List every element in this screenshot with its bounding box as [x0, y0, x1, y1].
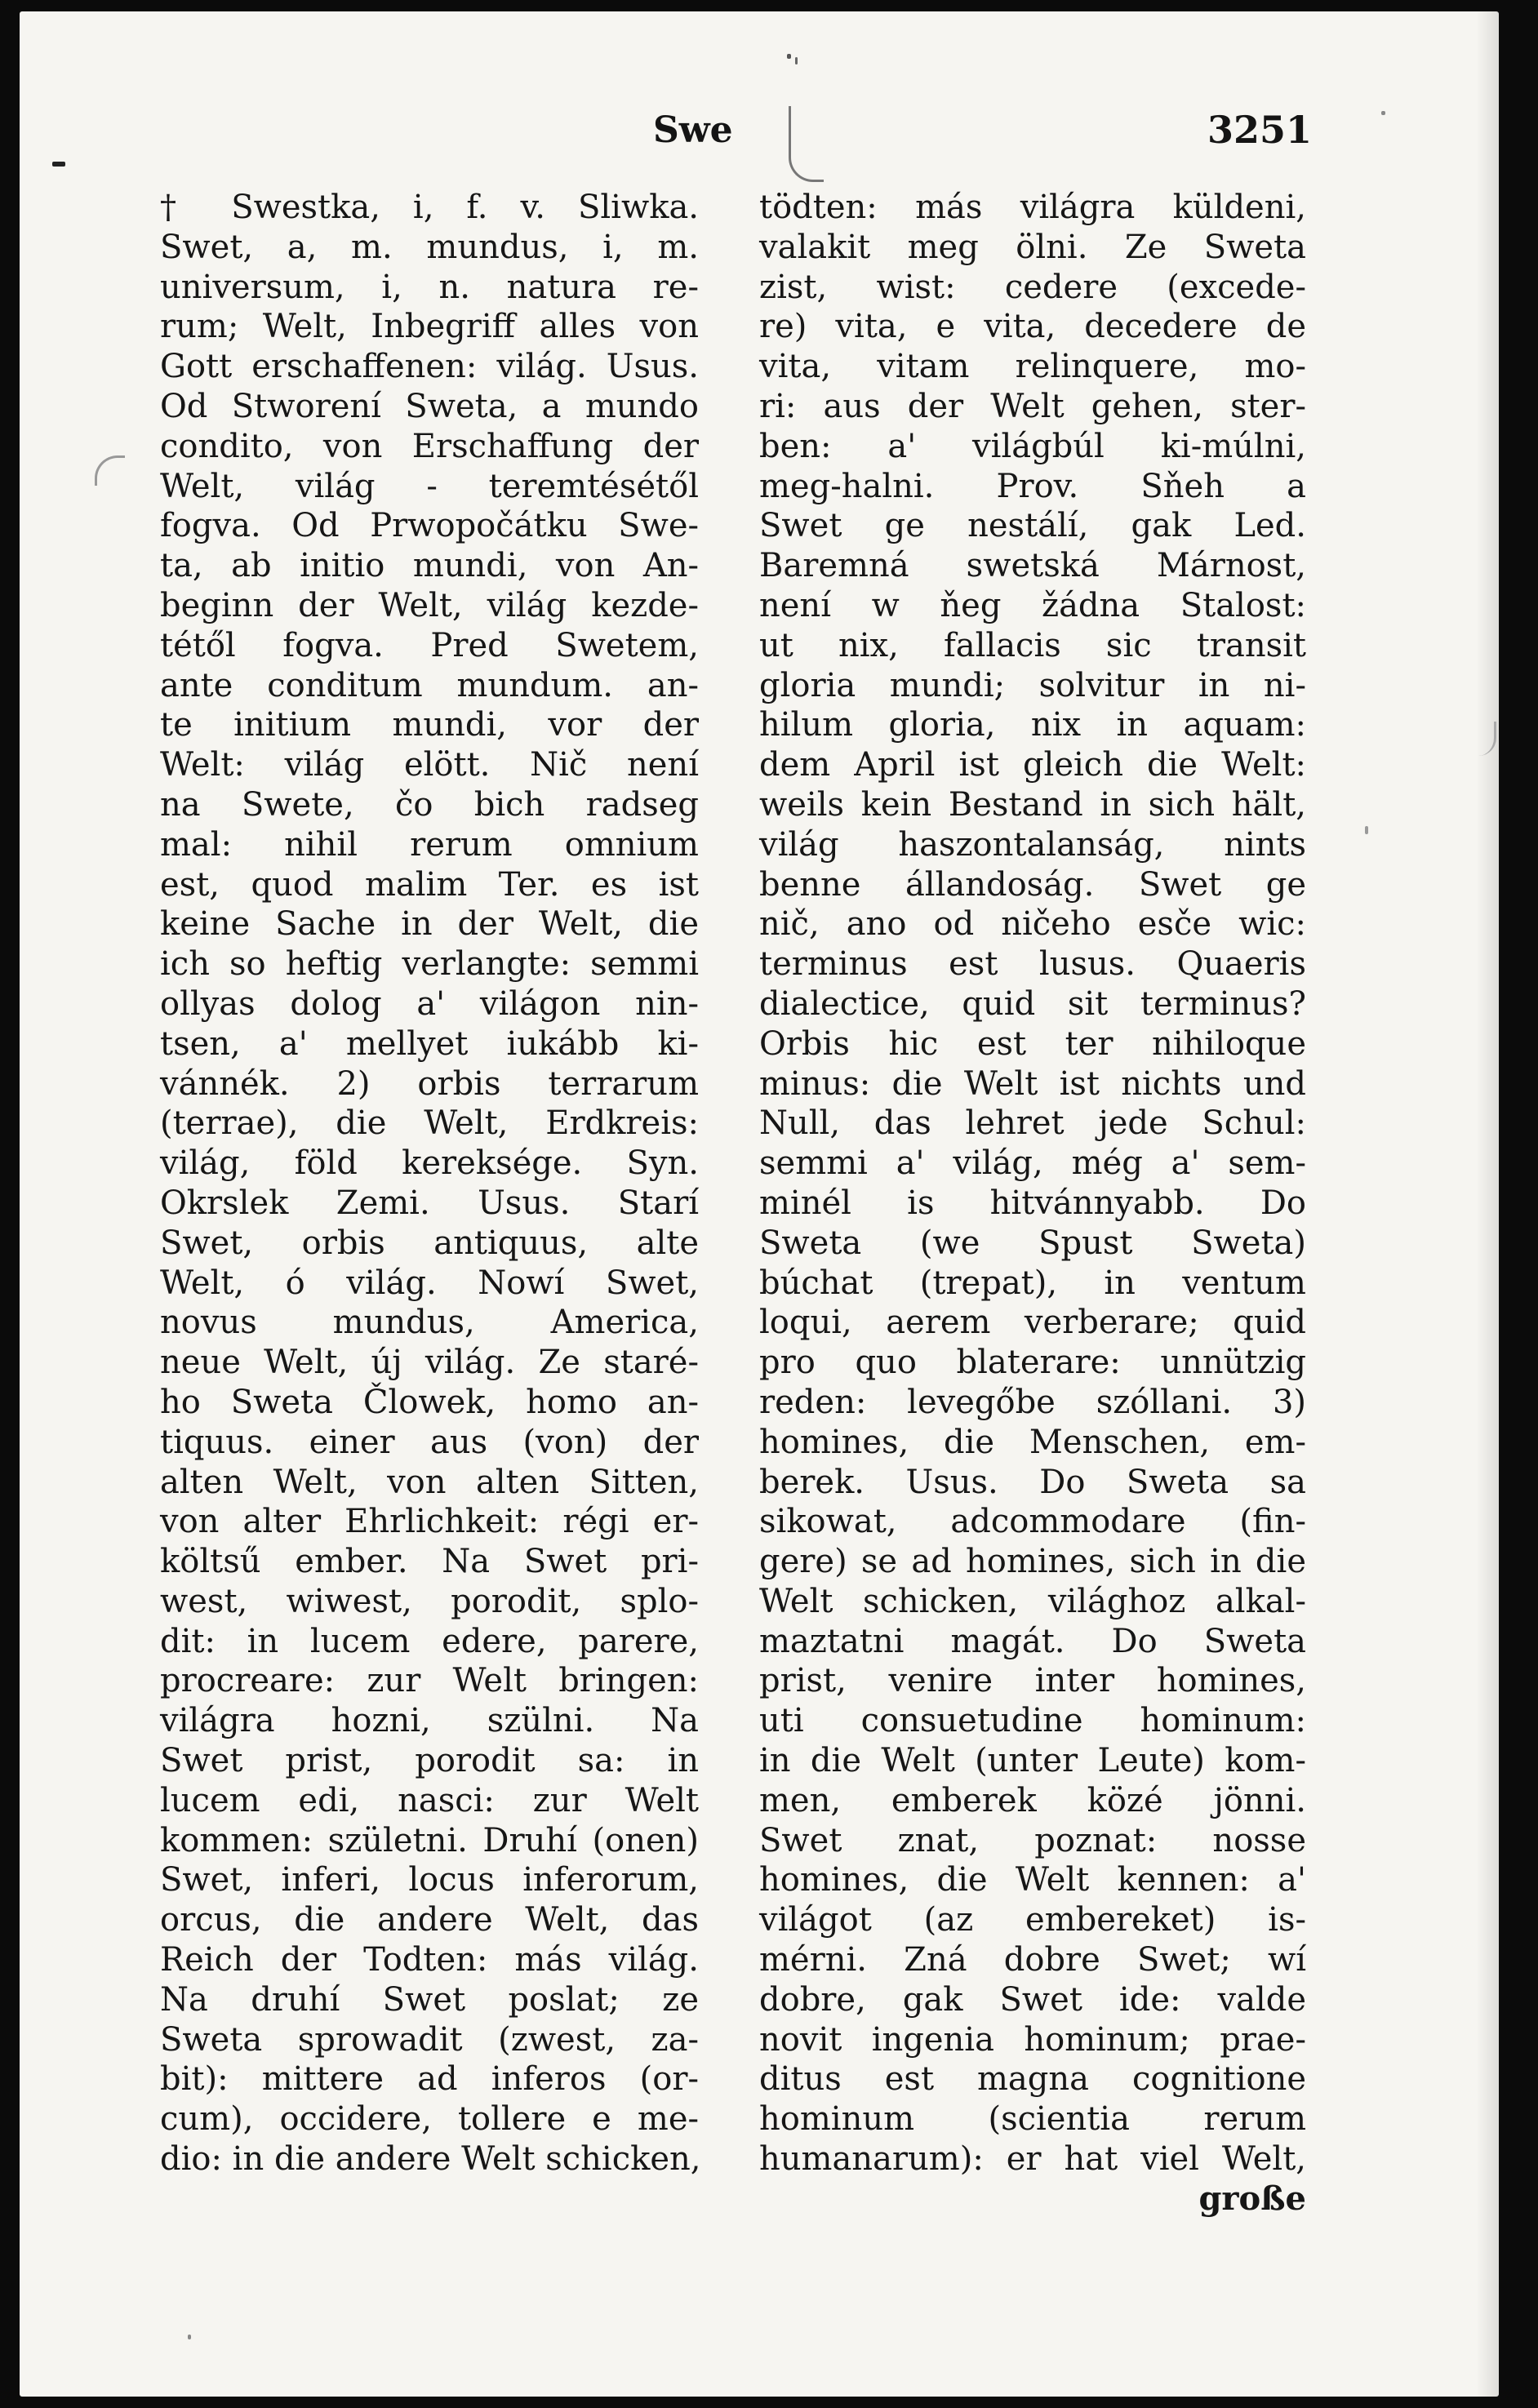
text-line: pro quo blaterare: unnützig	[759, 1344, 1306, 1382]
text-line: bit): mittere ad inferos (or-	[160, 2060, 699, 2099]
text-line: gere) se ad homines, sich in die	[759, 1543, 1306, 1581]
text-line: dem April ist gleich die Welt:	[759, 746, 1306, 784]
text-line: mal: nihil rerum omnium	[160, 825, 699, 864]
text-line: condito, von Erschaffung der	[160, 427, 699, 465]
text-line: Null, das lehret jede Schul:	[759, 1104, 1306, 1143]
text-line: valakit meg ölni. Ze Sweta	[759, 228, 1306, 266]
right-column	[759, 188, 1306, 2219]
text-line: dialectice, quid sit terminus?	[759, 984, 1306, 1023]
text-line: lucem edi, nasci: zur Welt	[160, 1781, 699, 1819]
text-line: beginn der Welt, világ kezde-	[160, 586, 699, 624]
text-line: orcus, die andere Welt, das	[160, 1901, 699, 1939]
text-line: (terrae), die Welt, Erdkreis:	[160, 1104, 699, 1143]
text-line: nič, ano od ničeho esče wic:	[759, 905, 1306, 944]
text-line: Reich der Todten: más világ.	[160, 1941, 699, 1979]
text-line: minél is hitvánnyabb. Do	[759, 1184, 1306, 1222]
text-line: weils kein Bestand in sich hält,	[759, 785, 1306, 824]
text-line: ut nix, fallacis sic transit	[759, 626, 1306, 664]
text-line: te initium mundi, vor der	[160, 706, 699, 744]
text-line: keine Sache in der Welt, die	[160, 905, 699, 944]
text-line: ante conditum mundum. an-	[160, 666, 699, 704]
text-line: novus mundus, America,	[160, 1304, 699, 1342]
text-line: tiquus. einer aus (von) der	[160, 1423, 699, 1461]
text-line: Od Stworení Sweta, a mundo	[160, 387, 699, 425]
text-line: rum; Welt, Inbegriff alles von	[160, 308, 699, 346]
text-line: hominum (scientia rerum	[759, 2100, 1306, 2139]
stray-ink-mark	[1365, 826, 1368, 834]
text-line: Welt, világ - teremtésétől	[160, 467, 699, 505]
text-line: novit ingenia hominum; prae-	[759, 2020, 1306, 2059]
text-line: není w ňeg žádna Stalost:	[759, 586, 1306, 624]
text-line: Welt: világ elött. Nič není	[160, 746, 699, 784]
text-line: kommen: születni. Druhí (onen)	[160, 1821, 699, 1859]
page-number: 3251	[1207, 108, 1313, 152]
text-line: humanarum): er hat viel Welt,	[759, 2140, 1306, 2179]
catchword: große	[1198, 2179, 1306, 2218]
stray-ink-mark	[188, 2335, 191, 2339]
text-line: Sweta sprowadit (zwest, za-	[160, 2020, 699, 2059]
text-line: világra hozni, szülni. Na	[160, 1702, 699, 1740]
text-line: világ haszontalanság, nints	[759, 825, 1306, 864]
text-line: berek. Usus. Do Sweta sa	[759, 1463, 1306, 1501]
text-line: fogva. Od Prwopočátku Swe-	[160, 507, 699, 545]
text-line: von alter Ehrlichkeit: régi er-	[160, 1503, 699, 1541]
text-line: tödten: más világra küldeni,	[759, 189, 1306, 226]
text-line: Baremná swetská Márnost,	[759, 547, 1306, 585]
text-line: Na druhí Swet poslat; ze	[160, 1980, 699, 2019]
text-line: homines, die Menschen, em-	[759, 1423, 1306, 1461]
text-line: zist, wist: cedere (excede-	[759, 268, 1306, 306]
text-line: meg-halni. Prov. Sňeh a	[759, 467, 1306, 505]
stray-ink-mark	[787, 54, 791, 59]
text-line: terminus est lusus. Quaeris	[759, 945, 1306, 984]
text-line: Gott erschaffenen: világ. Usus.	[160, 348, 699, 386]
left-column	[160, 188, 699, 2179]
text-line: na Swete, čo bich radseg	[160, 785, 699, 824]
text-line: Swet, a, m. mundus, i, m.	[160, 228, 699, 266]
text-line: west, wiwest, porodit, splo-	[160, 1582, 699, 1620]
text-line: ben: a' világbúl ki-múlni,	[759, 427, 1306, 465]
text-line: dio: in die andere Welt schicken,	[160, 2140, 701, 2179]
text-line: neue Welt, új világ. Ze staré-	[160, 1344, 699, 1382]
text-line: búchat (trepat), in ventum	[759, 1264, 1306, 1302]
text-line: Okrslek Zemi. Usus. Starí	[160, 1184, 699, 1222]
text-line: Swet ge nestálí, gak Led.	[759, 507, 1306, 545]
gutter-line	[789, 106, 824, 182]
text-line: universum, i, n. natura re-	[160, 268, 699, 306]
text-line: minus: die Welt ist nichts und	[759, 1064, 1306, 1103]
text-line: ho Sweta Člowek, homo an-	[160, 1383, 699, 1421]
text-line: alten Welt, von alten Sitten,	[160, 1463, 699, 1501]
text-line: Welt schicken, világhoz alkal-	[759, 1582, 1306, 1620]
text-line: dit: in lucem edere, parere,	[160, 1622, 699, 1660]
text-line: Swet prist, porodit sa: in	[160, 1742, 699, 1780]
text-line: ri: aus der Welt gehen, ster-	[759, 387, 1306, 425]
text-line: cum), occidere, tollere e me-	[160, 2100, 699, 2139]
stray-ink-mark	[1381, 111, 1385, 115]
text-line: maztatni magát. Do Sweta	[759, 1622, 1306, 1660]
text-line: homines, die Welt kennen: a'	[759, 1861, 1306, 1899]
page-edge-shadow	[1476, 11, 1499, 2397]
text-line: † Swestka, i, f. v. Sliwka.	[160, 189, 699, 226]
text-line: Welt, ó világ. Nowí Swet,	[160, 1264, 699, 1302]
text-line: prist, venire inter homines,	[759, 1662, 1306, 1700]
text-line: semmi a' világ, még a' sem-	[759, 1144, 1306, 1183]
text-line: Orbis hic est ter nihiloque	[759, 1024, 1306, 1063]
text-line: loqui, aerem verberare; quid	[759, 1304, 1306, 1342]
text-line: ditus est magna cognitione	[759, 2060, 1306, 2099]
text-line: vita, vitam relinquere, mo-	[759, 348, 1306, 386]
text-line: tsen, a' mellyet iukább ki-	[160, 1024, 699, 1063]
text-line: in die Welt (unter Leute) kom-	[759, 1742, 1306, 1780]
text-line: világ, föld kereksége. Syn.	[160, 1144, 699, 1183]
text-line: ta, ab initio mundi, von An-	[160, 547, 699, 585]
text-line: uti consuetudine hominum:	[759, 1702, 1306, 1740]
text-line: re) vita, e vita, decedere de	[759, 308, 1306, 346]
text-line: ich so heftig verlangte: semmi	[160, 945, 699, 984]
text-line: Swet, orbis antiquus, alte	[160, 1224, 699, 1262]
text-line: benne állandoság. Swet ge	[759, 865, 1306, 904]
text-line: men, emberek közé jönni.	[759, 1781, 1306, 1819]
text-line: költsű ember. Na Swet pri-	[160, 1543, 699, 1581]
running-head: Swe	[653, 109, 733, 151]
text-line: reden: levegőbe szóllani. 3)	[759, 1383, 1306, 1421]
text-line: dobre, gak Swet ide: valde	[759, 1980, 1306, 2019]
text-line: tétől fogva. Pred Swetem,	[160, 626, 699, 664]
stray-ink-mark	[795, 57, 798, 64]
text-line: Swet, inferi, locus inferorum,	[160, 1861, 699, 1899]
text-line: hilum gloria, nix in aquam:	[759, 706, 1306, 744]
text-line: ollyas dolog a' világon nin-	[160, 984, 699, 1023]
text-line: Sweta (we Spust Sweta)	[759, 1224, 1306, 1262]
text-line: vánnék. 2) orbis terrarum	[160, 1064, 699, 1103]
text-line: procreare: zur Welt bringen:	[160, 1662, 699, 1700]
text-line: mérni. Zná dobre Swet; wí	[759, 1941, 1306, 1979]
text-line: est, quod malim Ter. es ist	[160, 865, 699, 904]
text-line: sikowat, adcommodare (fin-	[759, 1503, 1306, 1541]
text-line: gloria mundi; solvitur in ni-	[759, 666, 1306, 704]
text-line: világot (az embereket) is-	[759, 1901, 1306, 1939]
text-line: Swet znat, poznat: nosse	[759, 1821, 1306, 1859]
stray-ink-mark	[52, 162, 65, 167]
